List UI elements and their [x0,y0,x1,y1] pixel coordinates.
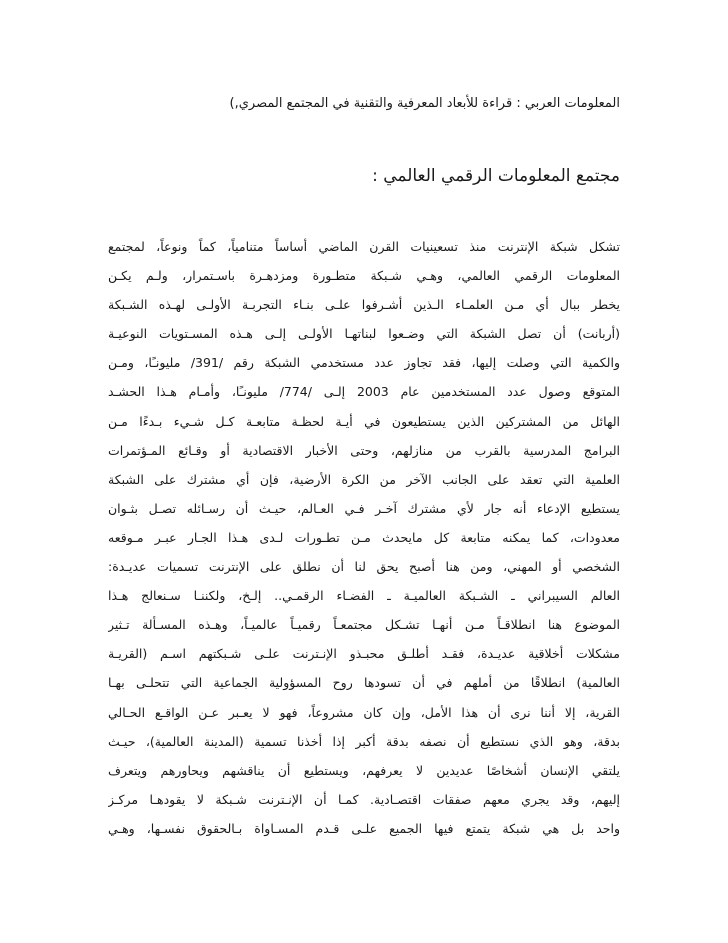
paragraph-line: يخطر ببال أي مـن العلمـاء الـذين أشـرفوا علـى بنـاء التجربـة الأولـى لهـذه الشـبكة [108,297,620,313]
paragraph-line: معدودات، كما يمكنه متابعة كل مايحدث مـن تطـورات لـدى هـذا الجـار عبـر مـوقعه [108,529,620,545]
paragraph-line: تشكل شبكة الإنترنت منذ تسعينيات القرن الماضي أساساً متنامياً، كماً ونوعاً، لمجتمع [108,239,620,254]
paragraph-line: والكمية التي وصلت إليها، فقد تجاوز عدد مستخدمي الشبكة رقم /391/ مليونـًا، ومـن [108,355,620,371]
paragraph-line: إليهم، وقد يجري معهم صفقات اقتصـادية. كمـا أن الإنـترنت شـبكة لا يقودهـا مركـز [108,791,620,807]
paragraph-line: (أربانت) أن تصل الشبكة التي وضـعوا لبناتهـا الأولـى إلـى هـذه المسـتويات النوعيـة [108,326,620,342]
paragraph-line: العالم السيبراني ـ الشـبكة العالميـة ـ الفضـاء الرقمـي.. إلـخ، ولكننـا سـنعالج هـذا [108,588,620,604]
paragraph-line: واحد بل هي شبكة يتمتع فيها الجميع علـى قـدم المسـاواة بـالحقوق نفسـها، وهـي [108,820,620,836]
paragraph-line: يستطيع الإدعاء أنه جار لأي مشترك آخـر فـي العـالم، حيـث أن رسـائله تصـل بثـوان [108,500,620,516]
paragraph-line: العلمية التي تعقد على الجانب الآخر من الكرة الأرضية، فإن أي مشترك على الشبكة [108,471,620,487]
paragraph-line: بدقة، وهو الذي نستطيع أن نصفه بدقة أكبر إذا أخذنا تسمية (المدينة العالمية)، حيـث [108,733,620,749]
running-header: المعلومات العربي : قراءة للأبعاد المعرفية والتقنية في المجتمع المصري,) [229,96,620,111]
paragraph-line: الموضوع هنا انطلاقـاً مـن أنهـا تشـكل مجتمعـاً رقميـاً عالميـاً، وهـذه المسـألة تـثير [108,617,620,633]
body-paragraph [108,232,620,843]
paragraph-line: المعلومات الرقمي العالمي، وهـي شـبكة متطـورة ومزدهـرة باسـتمرار، ولـم يكـن [108,268,620,284]
section-title: مجتمع المعلومات الرقمي العالمي : [372,166,620,186]
paragraph-line: الهائل من المشتركين الذين يستطيعون في أيـة لحظـة متابعـة كـل شـيء بـدءًا مـن [108,413,620,429]
paragraph-line: يلتقي الإنسان أشخاصًا عديدين لا يعرفهم، ويستطيع أن يناقشهم ويحاورهم ويتعرف [108,762,620,778]
paragraph-line: القرية، إلا أننا نرى أن هذا الأمل، وإن كان مشروعاً، فهو لا يعـبر عـن الواقـع الحـالي [108,704,620,720]
paragraph-line: العالمية) انطلاقًا من أملهم في أن تسودها روح المسؤولية الجماعية التي تتحلـى بهـا [108,675,620,691]
paragraph-line: البرامج المدرسية بالقرب من منازلهم، وحتى الأخبار الاقتصادية أو وقـائع المـؤتمرات [108,442,620,458]
paragraph-line: مشكلات أخلاقية عديـدة، فقـد أطلـق محبـذو الإنـترنت علـى شـبكتهم اسـم (القريـة [108,646,620,662]
paragraph-line: المتوقع وصول عدد المستخدمين عام 2003 إلـى /774/ مليونـًا، وأمـام هـذا الحشـد [108,384,620,400]
paragraph-line: الشخصي أو المهني، ومن هنا أصبح يحق لنا أن نطلق على الإنترنت تسميات عديـدة: [108,559,620,575]
